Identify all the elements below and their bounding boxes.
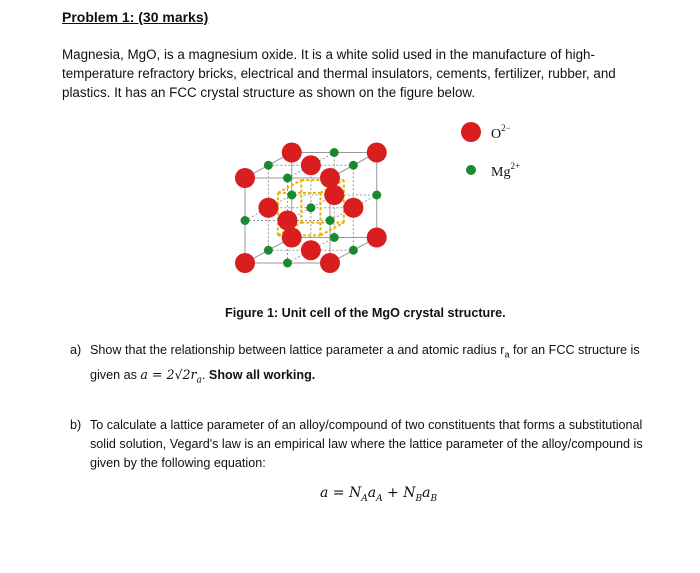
oxide-ion — [235, 253, 255, 273]
oxide-ion — [367, 143, 387, 163]
legend-oxide-marker — [461, 122, 481, 142]
question-a-label: a) — [70, 343, 82, 357]
question-a-formula: a = 2√2r — [140, 366, 197, 382]
legend — [461, 122, 520, 180]
magnesium-ion — [287, 191, 296, 200]
question-a — [70, 341, 650, 390]
lattice-atoms — [235, 143, 387, 274]
vegard-equation: $a = N_Aa_A + N_Ba_B$ — [320, 485, 438, 504]
oxide-ion — [282, 228, 302, 248]
oxide-ion — [282, 143, 302, 163]
legend-oxide-label: $O^{2-}$ — [491, 123, 511, 142]
question-a-text: Show that the relationship between lattice parameter a and atomic radius $r_a$ for an FCC structure is given as $a = 2√2r_a$. Show all working. — [90, 343, 640, 386]
magnesium-ion — [372, 191, 381, 200]
question-a-instruction: Show all working. — [208, 367, 316, 382]
oxide-ion — [301, 240, 321, 260]
highlight-line — [320, 223, 343, 236]
crystal-figure — [225, 108, 565, 308]
magnesium-ion — [264, 161, 273, 170]
figure-caption: Figure 1: Unit cell of the MgO crystal structure. — [225, 306, 506, 320]
magnesium-ion — [349, 246, 358, 255]
oxide-ion — [367, 228, 387, 248]
magnesium-ion — [264, 246, 273, 255]
magnesium-ion — [326, 216, 335, 225]
oxide-ion — [301, 155, 321, 175]
question-b — [70, 416, 670, 473]
highlight-line — [278, 180, 301, 193]
problem-title: Problem 1: (30 marks) — [62, 9, 209, 25]
oxide-ion — [235, 168, 255, 188]
problem-intro: Magnesia, MgO, is a magnesium oxide. It is a white solid used in the manufacture of high-temperature refractory bricks, electrical and thermal insulators, cements, fertilizer, rubber, and plastics. It has an FCC crystal structure as shown on the figure below. — [62, 47, 616, 100]
oxide-ion — [278, 211, 298, 231]
magnesium-ion — [330, 148, 339, 157]
question-b-text: To calculate a lattice parameter of an alloy/compound of two constituents that forms a substitutional solid solution, Vegard's law is an empirical law where the lattice parameter of the alloy/compound is given by the following equation: — [90, 418, 643, 470]
oxide-ion — [324, 185, 344, 205]
legend-mg-marker — [466, 165, 476, 175]
magnesium-ion — [283, 259, 292, 268]
magnesium-ion — [283, 174, 292, 183]
oxide-ion — [258, 198, 278, 218]
legend-mg-label: $Mg^{2+}$ — [491, 161, 521, 180]
mgo-unit-cell-diagram — [225, 108, 565, 308]
magnesium-ion — [241, 216, 250, 225]
oxide-ion — [320, 168, 340, 188]
oxide-ion — [343, 198, 363, 218]
magnesium-ion — [306, 203, 315, 212]
question-b-label: b) — [70, 418, 82, 432]
magnesium-ion — [330, 233, 339, 242]
oxide-ion — [320, 253, 340, 273]
magnesium-ion — [349, 161, 358, 170]
